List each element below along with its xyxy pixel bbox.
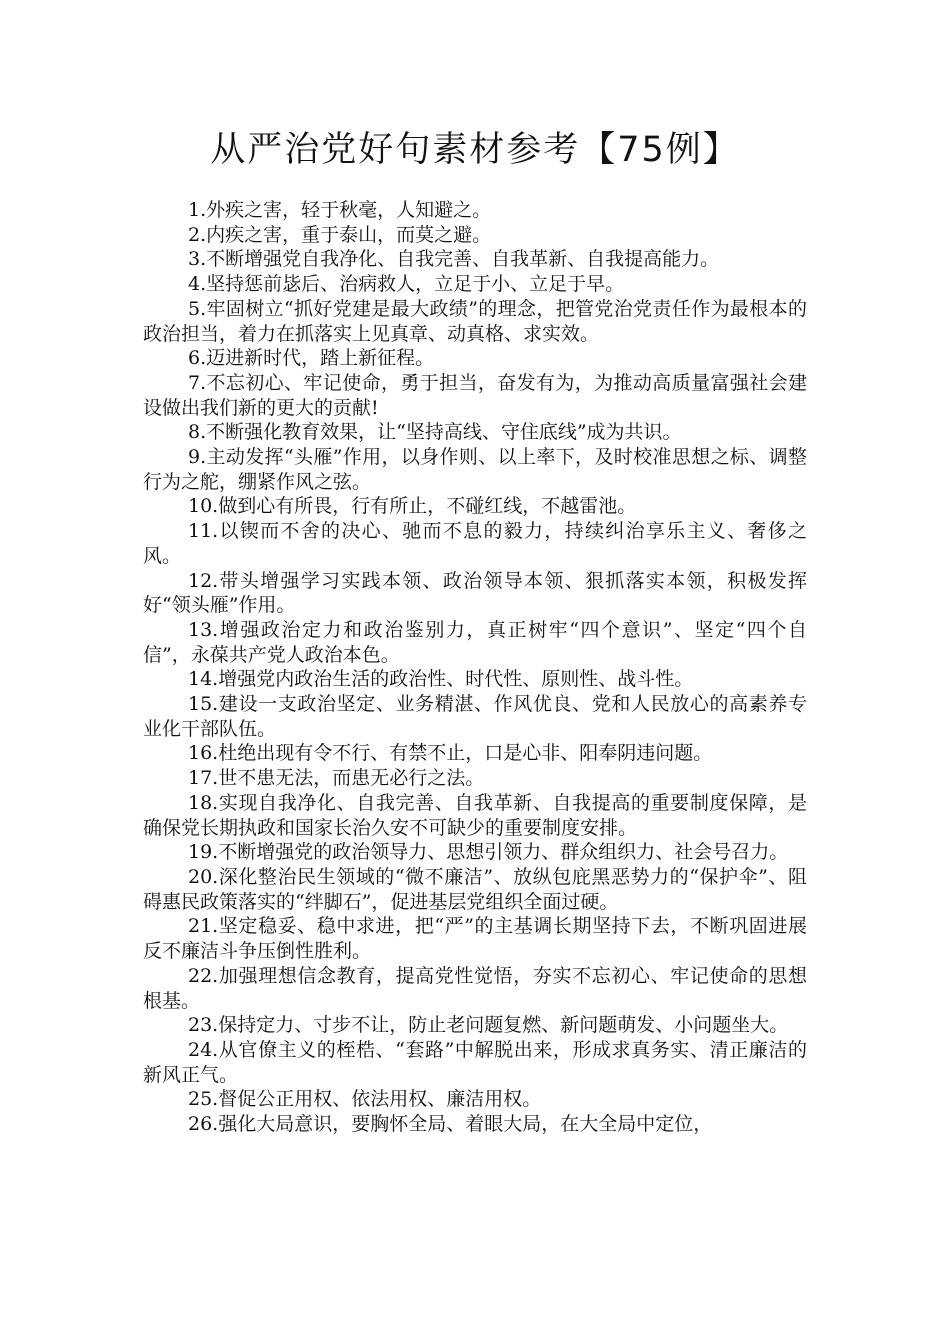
list-item: 4.坚持惩前毖后、治病救人，立足于小、立足于早。 bbox=[188, 273, 625, 296]
list-item: 22.加强理想信念教育，提高党性觉悟，夯实不忘初心、牢记使命的思想根基。 bbox=[143, 964, 807, 1012]
document-body bbox=[143, 198, 807, 1137]
list-item: 7.不忘初心、牢记使命，勇于担当，奋发有为，为推动高质量富强社会建设做出我们新的更大的贡献! bbox=[143, 371, 807, 419]
list-item: 11.以锲而不舍的决心、驰而不息的毅力，持续纠治享乐主义、奢侈之风。 bbox=[143, 520, 807, 567]
document-title: 从严治党好句素材参考【75例】 bbox=[210, 130, 740, 170]
list-item: 5.牢固树立“抓好党建是最大政绩”的理念，把管党治党责任作为最根本的政治担当，着力在抓落实上见真章、动真格、求实效。 bbox=[143, 297, 807, 345]
list-item: 15.建设一支政治坚定、业务精湛、作风优良、党和人民放心的高素养专业化干部队伍。 bbox=[143, 693, 807, 740]
list-item: 10.做到心有所畏，行有所止，不碰红线，不越雷池。 bbox=[188, 495, 637, 518]
list-item: 8.不断强化教育效果，让“坚持高线、守住底线”成为共识。 bbox=[188, 421, 682, 444]
list-item: 19.不断增强党的政治领导力、思想引领力、群众组织力、社会号召力。 bbox=[188, 841, 789, 864]
list-item: 20.深化整治民生领域的“微不廉洁”、放纵包庇黑恶势力的“保护伞”、阻碍惠民政策落实的“绊脚石”，促进基层党组织全面过硬。 bbox=[143, 865, 807, 913]
list-item: 6.迈进新时代，踏上新征程。 bbox=[188, 347, 435, 370]
list-item: 23.保持定力、寸步不让，防止老问题复燃、新问题萌发、小问题坐大。 bbox=[188, 1014, 789, 1037]
list-item: 21.坚定稳妥、稳中求进，把“严”的主基调长期坚持下去，不断巩固进展反不廉洁斗争压倒性胜利。 bbox=[143, 915, 807, 963]
list-item: 16.杜绝出现有令不行、有禁不止，口是心非、阳奉阴违问题。 bbox=[188, 742, 713, 765]
list-item: 17.世不患无法，而患无必行之法。 bbox=[188, 767, 485, 790]
list-item: 9.主动发挥“头雁”作用，以身作则、以上率下，及时校准思想之标、调整行为之舵，绷紧作风之弦。 bbox=[143, 446, 807, 493]
list-item: 18.实现自我净化、自我完善、自我革新、自我提高的重要制度保障，是确保党长期执政和国家长治久安不可缺少的重要制度安排。 bbox=[143, 791, 807, 839]
list-item: 25.督促公正用权、依法用权、廉洁用权。 bbox=[188, 1088, 542, 1111]
list-item: 3.不断增强党自我净化、自我完善、自我革新、自我提高能力。 bbox=[188, 248, 720, 271]
list-item: 13.增强政治定力和政治鉴别力，真正树牢“四个意识”、坚定“四个自信”，永葆共产党人政治本色。 bbox=[143, 618, 807, 666]
list-item: 1.外疾之害，轻于秋毫，人知避之。 bbox=[188, 199, 492, 221]
list-item: 26.强化大局意识，要胸怀全局、着眼大局，在大全局中定位， bbox=[188, 1113, 713, 1136]
list-item: 2.内疾之害，重于泰山，而莫之避。 bbox=[188, 223, 492, 246]
list-item: 12.带头增强学习实践本领、政治领导本领、狠抓落实本领，积极发挥好“领头雁”作用。 bbox=[143, 569, 807, 617]
list-item: 14.增强党内政治生活的政治性、时代性、原则性、战斗性。 bbox=[188, 668, 694, 691]
list-item: 24.从官僚主义的桎梏、“套路”中解脱出来，形成求真务实、清正廉洁的新风正气。 bbox=[143, 1038, 807, 1086]
